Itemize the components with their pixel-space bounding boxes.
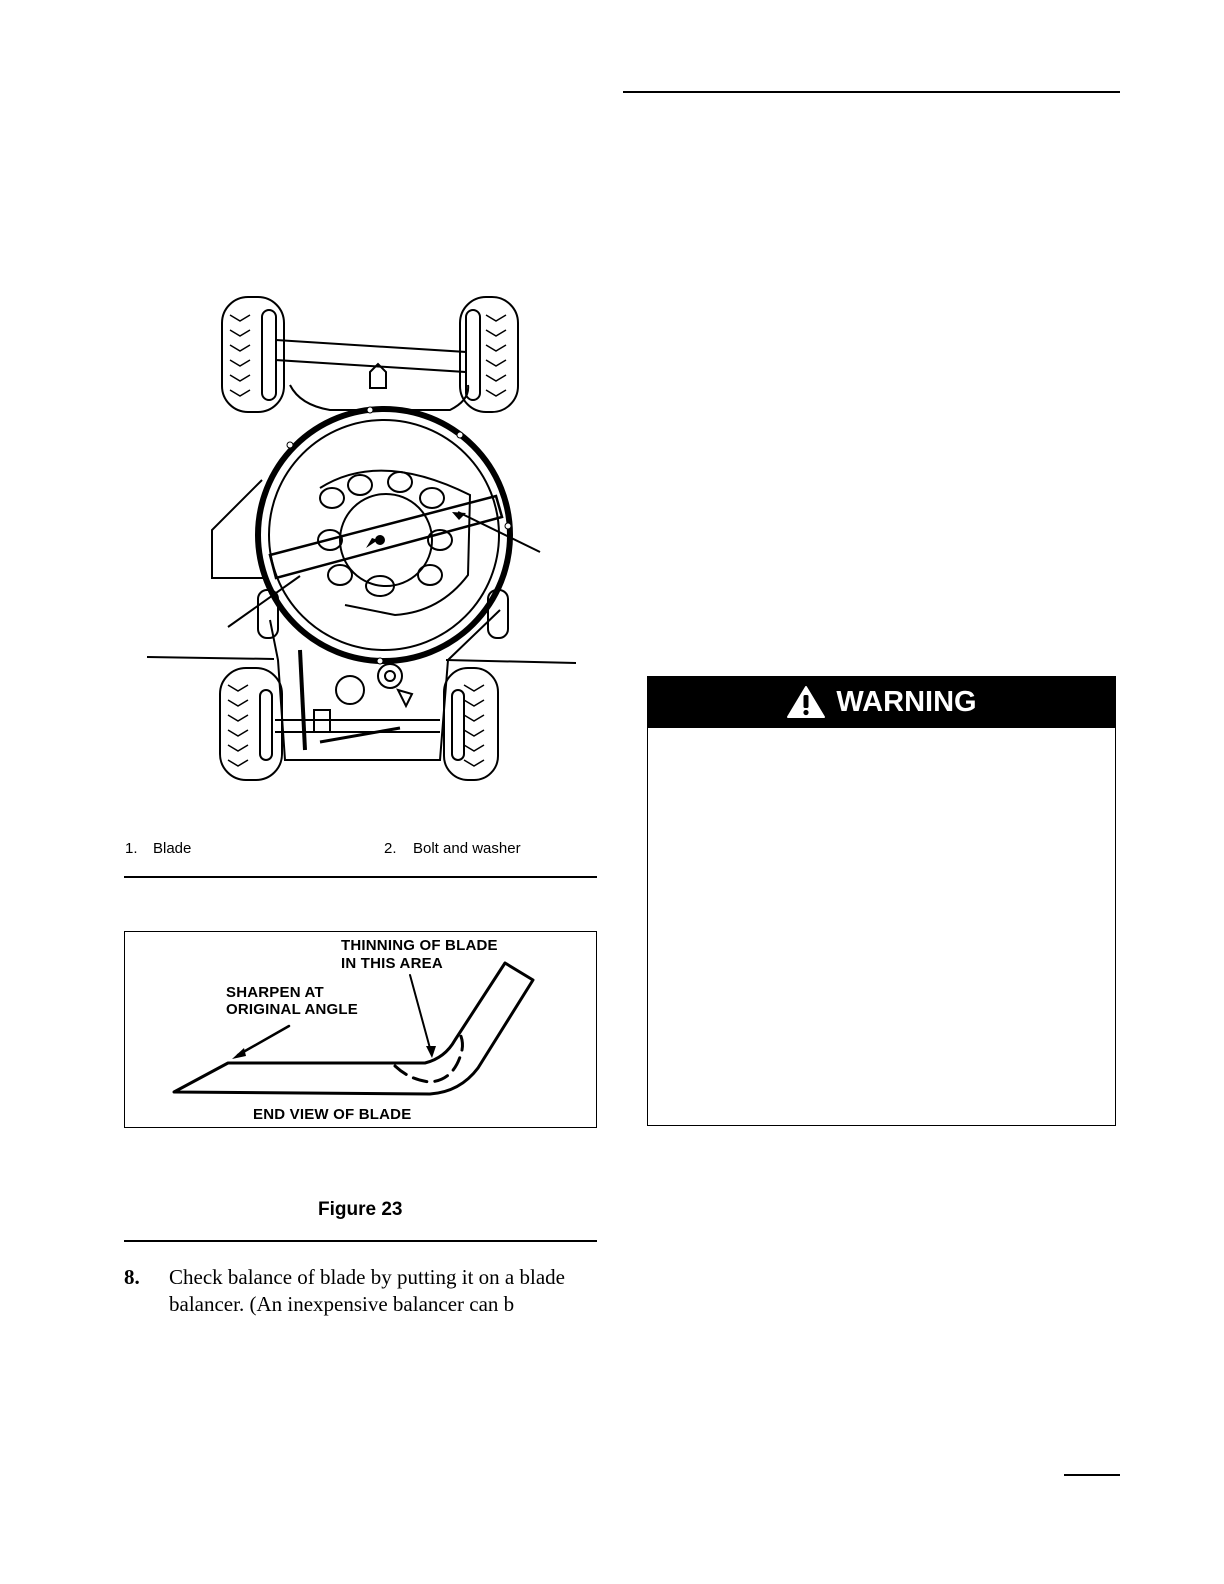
thinning-label-line2: IN THIS AREA xyxy=(341,955,443,972)
rear-right-tire xyxy=(460,297,518,412)
callout-2-label: Bolt and washer xyxy=(413,840,521,857)
step-8-number: 8. xyxy=(124,1265,140,1289)
figure23-title: Figure 23 xyxy=(318,1199,403,1220)
mower-underside-illustration xyxy=(140,290,590,800)
top-rule xyxy=(623,91,1120,93)
callout-1-number: 1. xyxy=(125,840,138,857)
figure22-bottom-rule xyxy=(124,876,597,878)
blade xyxy=(270,496,502,578)
warning-triangle-icon xyxy=(786,685,826,719)
footer-rule xyxy=(1064,1474,1120,1476)
sharpen-arrow-line xyxy=(238,1026,289,1055)
end-view-label: END VIEW OF BLADE xyxy=(253,1106,412,1123)
thinning-dash xyxy=(395,1030,463,1082)
deck-rim xyxy=(258,409,510,661)
callout-2-number: 2. xyxy=(384,840,397,857)
warning-heading: WARNING xyxy=(836,685,977,718)
figure23-bottom-rule xyxy=(124,1240,597,1242)
warning-box xyxy=(647,676,1116,1126)
step-8-line2: balancer. (An inexpensive balancer can b xyxy=(169,1292,515,1316)
thinning-arrow-line xyxy=(410,975,431,1052)
sharpen-label-line1: SHARPEN AT xyxy=(226,984,324,1001)
step-8-line1: Check balance of blade by putting it on a blade xyxy=(169,1265,565,1289)
callout-1-label: Blade xyxy=(153,840,192,857)
blade-end-profile xyxy=(174,963,533,1094)
sharpen-label-line2: ORIGINAL ANGLE xyxy=(226,1001,358,1018)
warning-header xyxy=(647,676,1116,728)
thinning-label-line1: THINNING OF BLADE xyxy=(341,937,498,954)
